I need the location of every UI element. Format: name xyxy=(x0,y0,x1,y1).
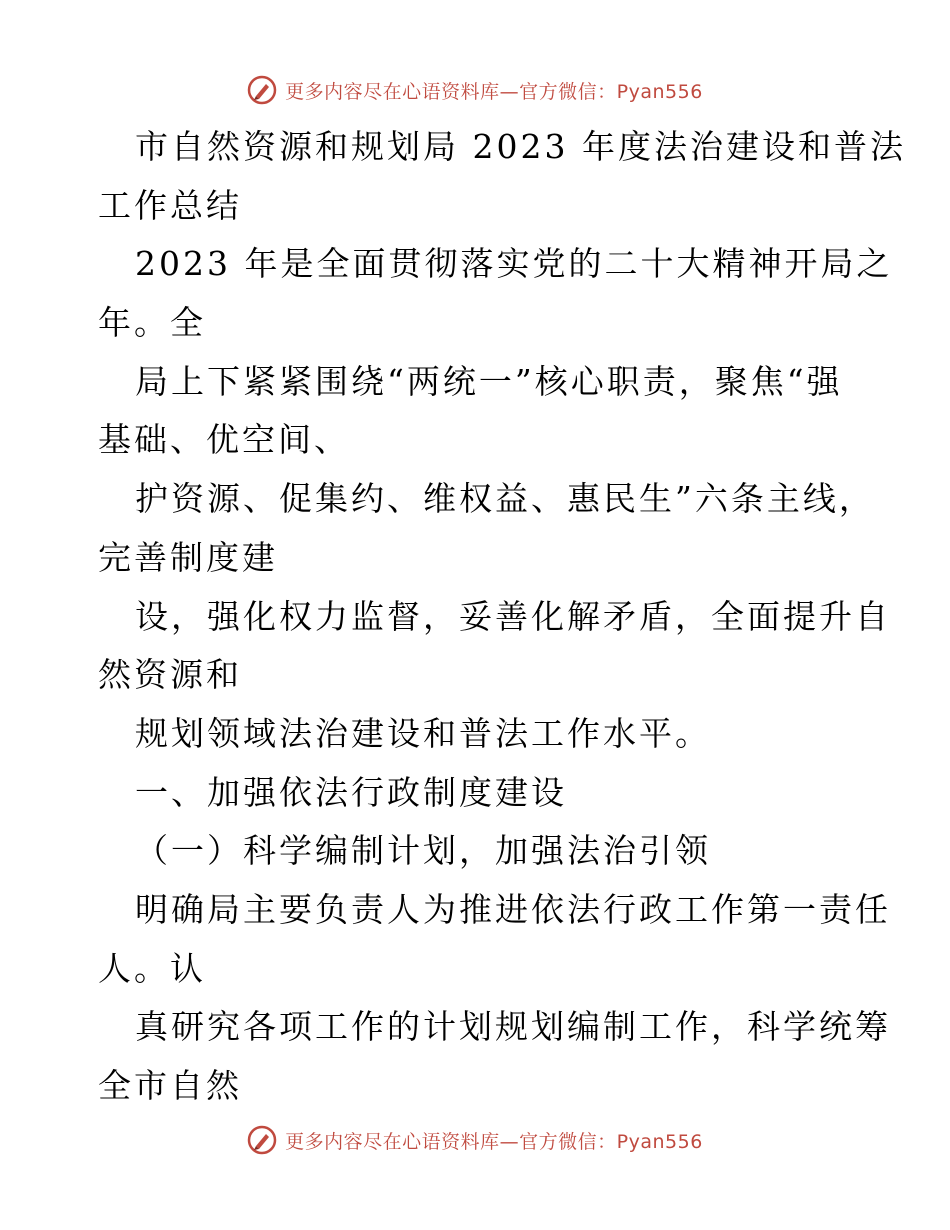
section-heading: 一、加强依法行政制度建设 xyxy=(135,772,567,812)
doc-title-line-2: 工作总结 xyxy=(98,185,242,225)
doc-paragraph-line: 真研究各项工作的计划规划编制工作，科学统筹 xyxy=(135,1007,891,1047)
document-body xyxy=(98,118,906,1116)
footer-banner xyxy=(0,1120,950,1160)
doc-paragraph-line: 2023 年是全面贯彻落实党的二十大精神开局之 xyxy=(135,244,893,284)
header-banner xyxy=(0,70,950,110)
doc-paragraph-line: 规划领域法治建设和普法工作水平。 xyxy=(135,713,711,753)
doc-paragraph-line: 然资源和 xyxy=(98,655,242,695)
pen-logo-icon xyxy=(247,75,277,105)
doc-paragraph-line: 护资源、促集约、维权益、惠民生”六条主线， xyxy=(135,479,875,519)
doc-paragraph-line: 局上下紧紧围绕“两统一”核心职责，聚焦“强 xyxy=(135,361,843,401)
pen-logo-icon xyxy=(247,1125,277,1155)
footer-banner-text: 更多内容尽在心语资料库—官方微信：Pyan556 xyxy=(285,1130,703,1153)
doc-paragraph-line: 人。认 xyxy=(98,948,206,988)
doc-paragraph-line: 年。全 xyxy=(98,303,206,343)
doc-title-line-1: 市自然资源和规划局 2023 年度法治建设和普法 xyxy=(135,127,906,166)
doc-paragraph-line: 完善制度建 xyxy=(98,537,278,577)
doc-paragraph-line: 明确局主要负责人为推进依法行政工作第一责任 xyxy=(135,889,891,929)
header-banner-text: 更多内容尽在心语资料库—官方微信：Pyan556 xyxy=(285,80,703,103)
doc-paragraph-line: 全市自然 xyxy=(98,1066,242,1105)
subsection-heading: （一）科学编制计划，加强法治引领 xyxy=(135,831,711,871)
doc-paragraph-line: 设，强化权力监督，妥善化解矛盾，全面提升自 xyxy=(135,596,891,636)
doc-paragraph-line: 基础、优空间、 xyxy=(98,420,350,460)
